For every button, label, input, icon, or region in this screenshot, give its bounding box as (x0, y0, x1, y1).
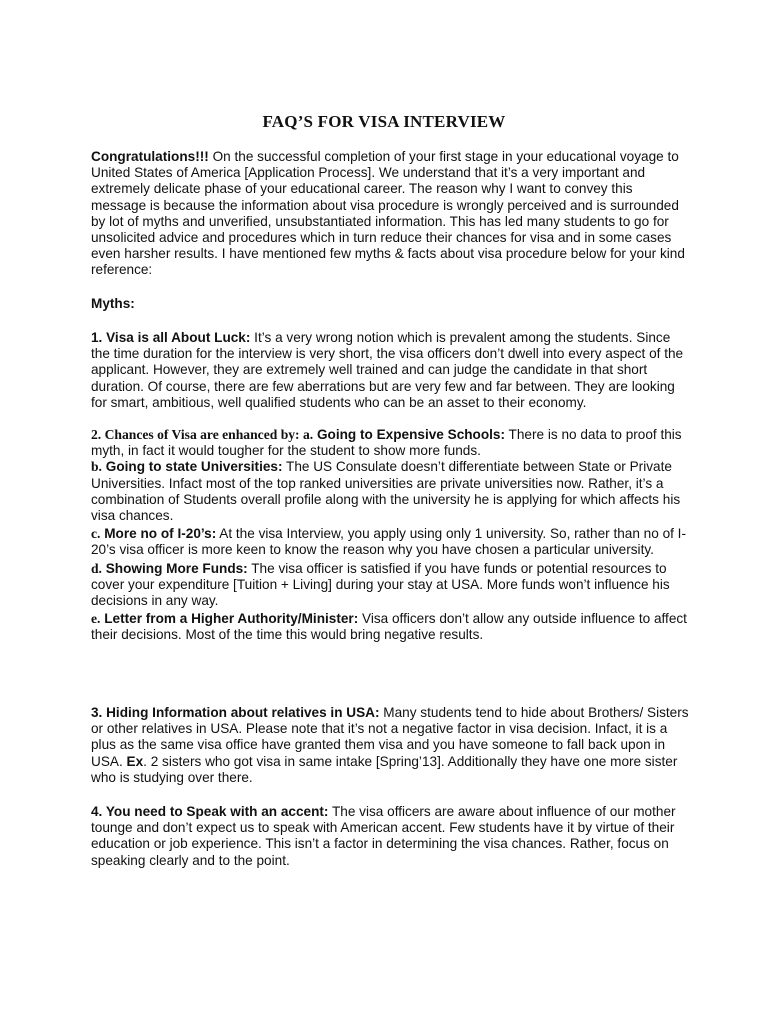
myth-4-paragraph (91, 804, 691, 869)
document-title: FAQ’S FOR VISA INTERVIEW (262, 112, 506, 131)
myth-2-d-prefix: d. (91, 560, 102, 576)
myth-2-b-prefix: b. (91, 459, 102, 475)
myth-2-e-heading: Letter from a Higher Authority/Minister: (100, 611, 359, 627)
myth-2-item-c (91, 526, 691, 558)
myth-4-heading: 4. You need to Speak with an accent: (91, 804, 329, 819)
myth-2-prefix: 2. Chances of Visa are enhanced by: a. (91, 427, 314, 442)
intro-text: On the successful completion of your first stage in your educational voyage to United States of America [Application Process]. We understand that it’s a very important and extremely delicate phase of your educational career. The reason why I want to convey this message is because the information about visa procedure is wrongly perceived and is surrounded by lot of myths and unverified, unsubstantiated information. This has led many students to go for unsolicited advice and procedures which in turn reduce their chances for visa and in some cases even harsher results. I have mentioned few myths & facts about visa procedure below for your kind reference: (91, 149, 685, 278)
intro-lead: Congratulations!!! (91, 149, 209, 164)
myth-1-heading: 1. Visa is all About Luck: (91, 330, 251, 345)
myth-2-item-a (91, 427, 691, 459)
myth-2-c-heading: More no of I-20’s: (100, 526, 217, 542)
myth-3-heading: 3. Hiding Information about relatives in USA: (91, 705, 380, 720)
myths-heading-text: Myths: (91, 296, 135, 311)
myth-2-item-b (91, 459, 691, 524)
myth-2-d-heading: Showing More Funds: (101, 560, 248, 576)
myth-1-paragraph (91, 330, 691, 411)
myth-2-c-text: At the visa Interview, you apply using only 1 university. So, rather than no of I-20’s visa officer is more keen to know the reason why you have chosen a particular university. (91, 526, 686, 558)
myth-2-e-prefix: e. (91, 611, 101, 627)
intro-paragraph (91, 149, 691, 279)
myth-3-text-2: . 2 sisters who got visa in same intake [Spring’13]. Additionally they have one more sister who is studying over there. (91, 753, 678, 785)
myth-2-item-d (91, 561, 691, 610)
myth-2-item-e (91, 611, 691, 643)
myth-2-b-heading: Going to state Universities: (101, 459, 283, 475)
myth-3-paragraph (91, 705, 691, 786)
myth-3-text-1: Many students tend to hide about Brothers/ Sisters or other relatives in USA. Please note that it’s not a negative factor in visa decision. Infact, it is a plus as the same visa office have granted them visa and you have someone to fall back upon in USA. (91, 705, 689, 769)
myths-heading (91, 296, 691, 312)
myth-3-ex: Ex (126, 753, 144, 769)
myth-2-b-text: The US Consulate doesn’t differentiate between State or Private Universities. Infact most of the top ranked universities are private universities now. Rather, it’s a combination of Students overall profile along with the university he is applying for which affects his visa chances. (91, 459, 681, 524)
myth-2-e-text: Visa officers don’t allow any outside influence to affect their decisions. Most of the time this would bring negative results. (91, 611, 687, 643)
myth-2-a-heading: Going to Expensive Schools: (313, 427, 506, 442)
myth-2-paragraph (91, 427, 691, 644)
myth-2-c-prefix: c. (91, 526, 101, 542)
myth-4-text: The visa officers are aware about influence of our mother tounge and don’t expect us to speak with American accent. Few students have it by virtue of their education or job experience. This isn’t a factor in determining the visa chances. Rather, focus on speaking clearly and to the point. (91, 804, 676, 868)
myth-2-a-text: There is no data to proof this myth, in fact it would tougher for the student to show more funds. (91, 427, 682, 459)
myth-2-d-text: The visa officer is satisfied if you have funds or potential resources to cover your expenditure [Tuition + Living] during your stay at USA. More funds won’t influence his decisions in any way. (91, 560, 670, 609)
myth-1-text: It’s a very wrong notion which is prevalent among the students. Since the time duration for the interview is very short, the visa officers don’t dwell into every aspect of the applicant. However, they are extremely well trained and can judge the candidate in that short duration. Of course, there are few aberrations but are very few and far between. They are looking for smart, ambitious, well qualified students who can be an asset to their economy. (91, 330, 684, 410)
